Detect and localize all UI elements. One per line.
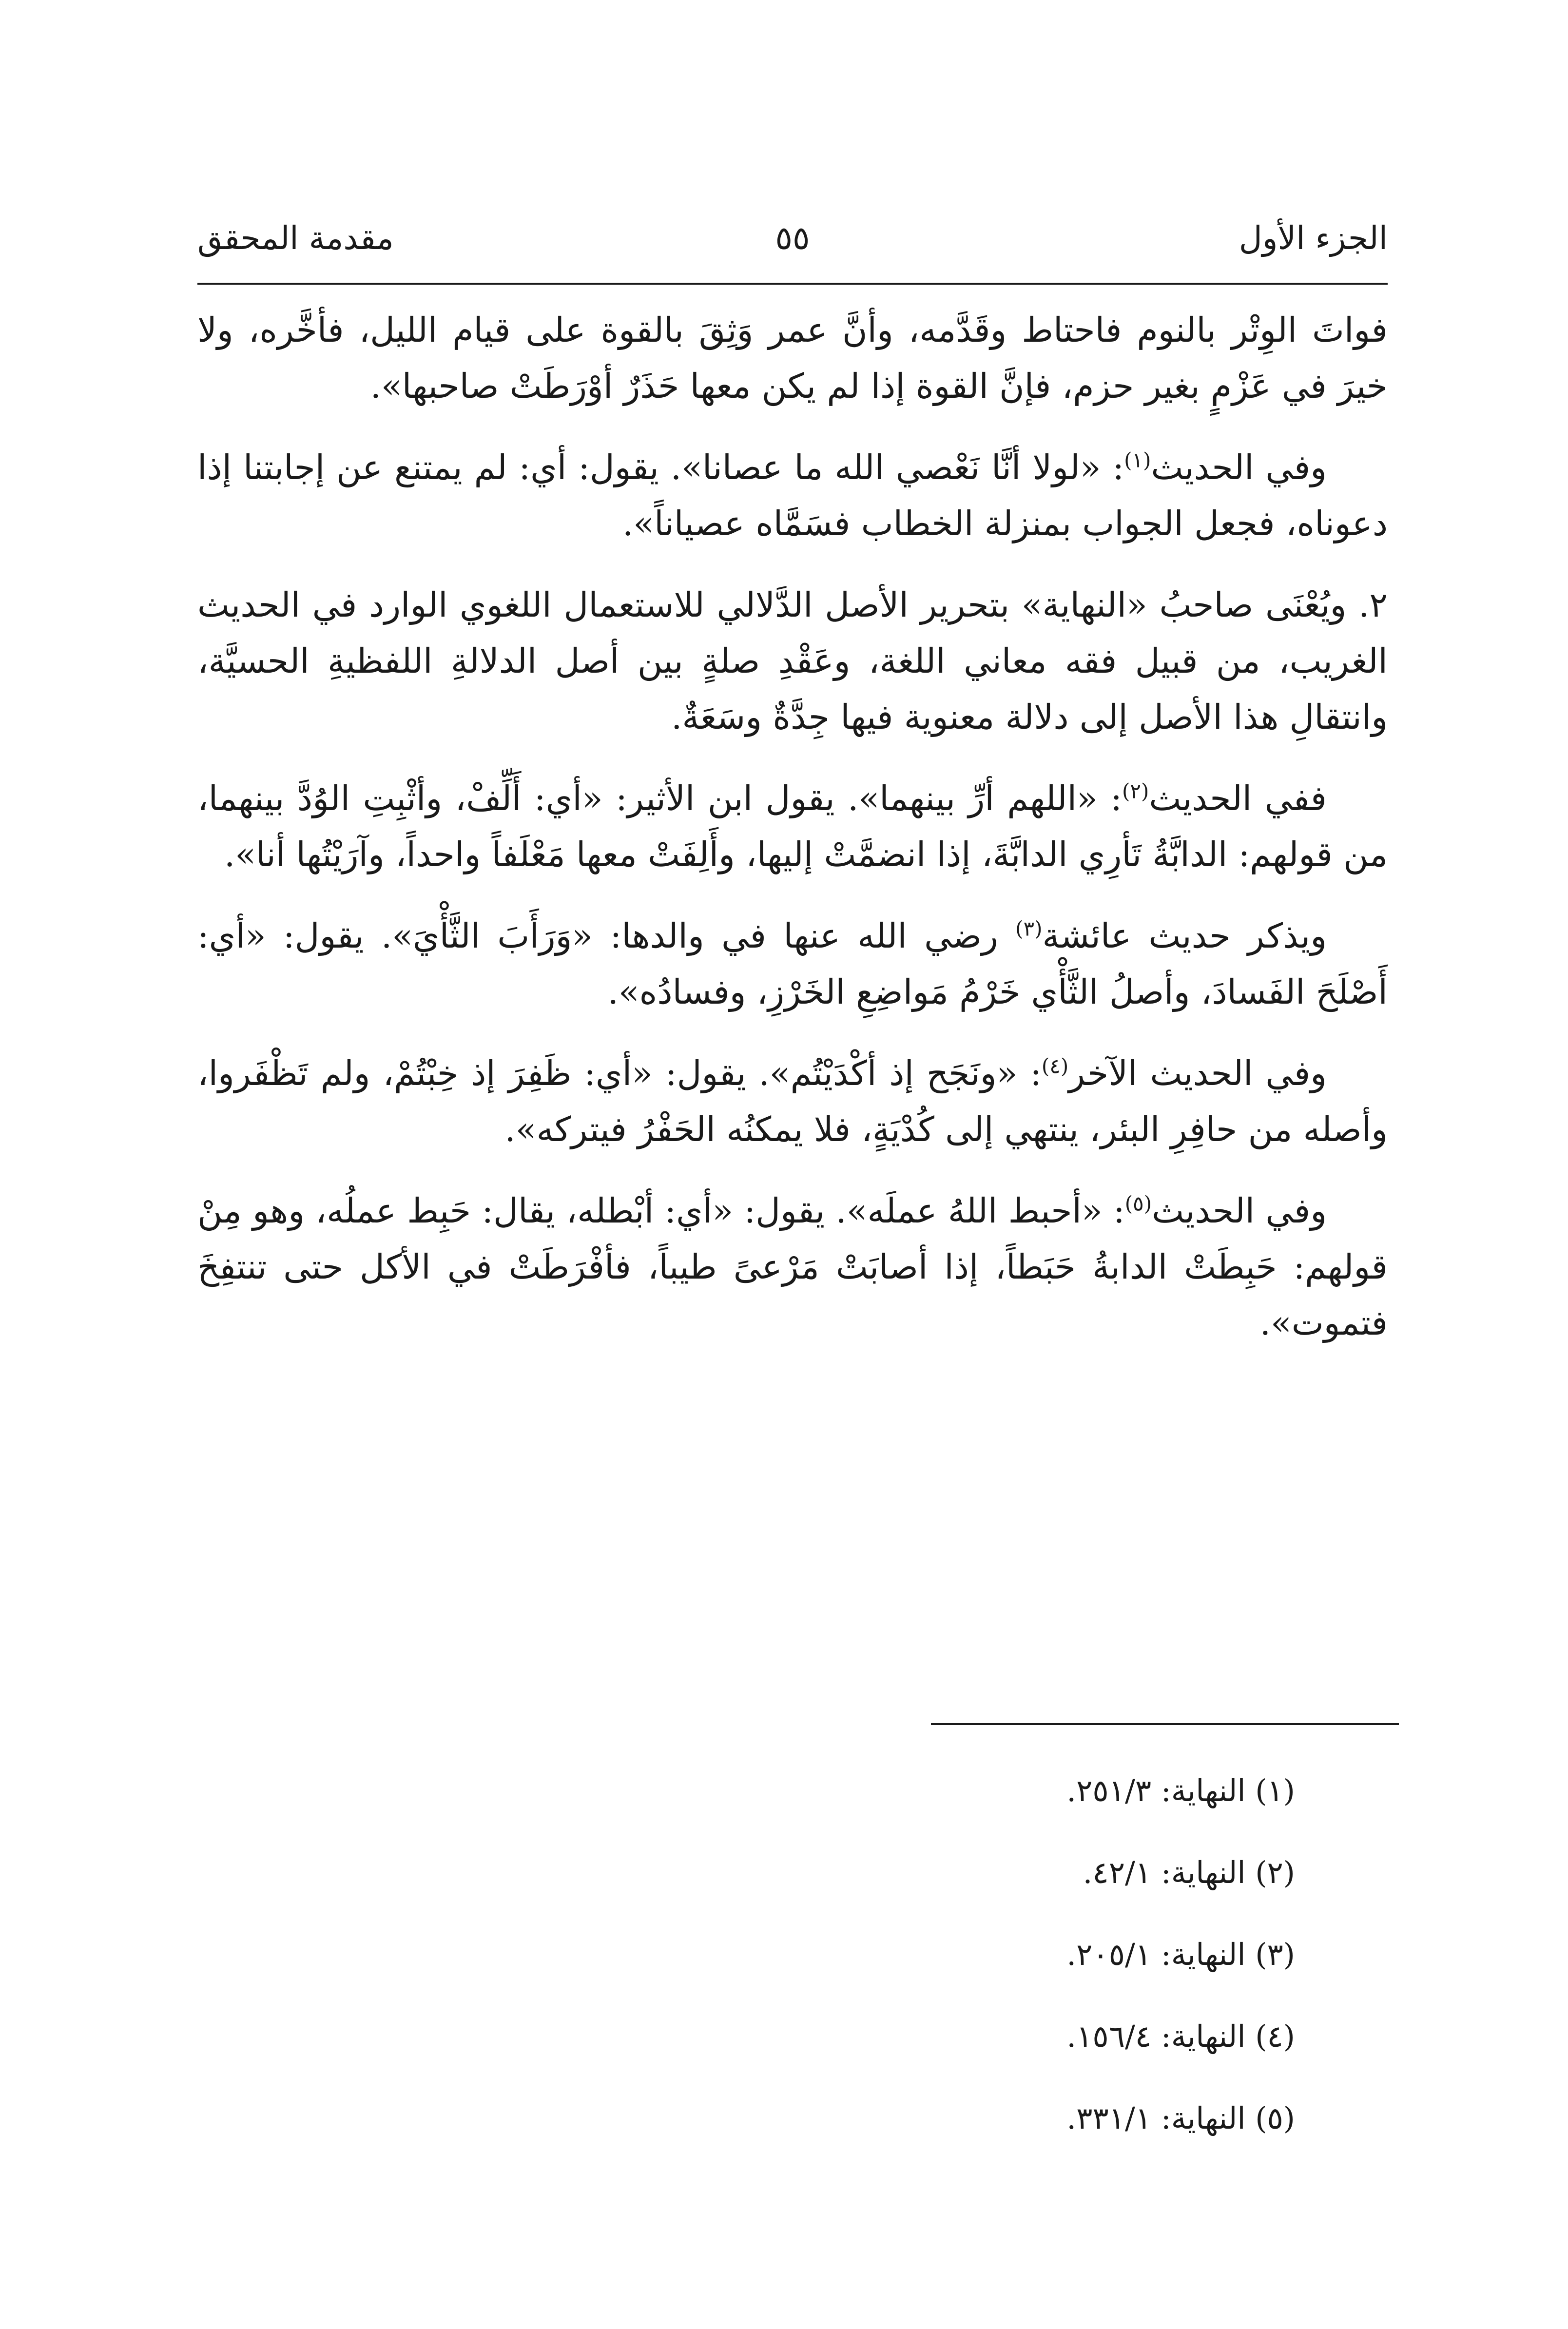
footnote-4: (٤) النهاية: ١٥٦/٤.: [1066, 2018, 1295, 2054]
footnotes: [710, 1750, 1295, 2159]
paragraph-5: ويذكر حديث عائشة$^{(٣)}$ رضي الله عنها في والدها: «وَرَأَبَ الثَّأْيَ». يقول: «أي: أَصْلَحَ الفَسادَ، وأصلُ الثَّأْي خَرْمُ مَواضِعِ الخَرْزِ، وفسادُه».: [197, 916, 1388, 1012]
paragraph-1: فواتَ الوِتْر بالنوم فاحتاط وقَدَّمه، وأنَّ عمر وَثِقَ بالقوة على قيام الليل، فأخَّره، ولا خيرَ في عَزْمٍ بغير حزم، فإنَّ القوة إذا لم يكن معها حَذَرٌ أوْرَطَتْ صاحبها».: [197, 310, 1388, 406]
footnote-ref-4: (٤): [1041, 1054, 1069, 1078]
header-divider: [197, 283, 1388, 285]
paragraph-6: وفي الحديث الآخر$^{(٤)}$: «ونَجَح إذ أكْدَيْتُم». يقول: «أي: ظَفِرَ إذ خِبْتُمْ، ولم تَظْفَروا، وأصله من حافِرِ البئر، ينتهي إلى كُدْيَةٍ، فلا يمكنُه الحَفْرُ فيتركه».: [197, 1053, 1388, 1149]
paragraph-3: ٢. ويُعْنَى صاحبُ «النهاية» بتحرير الأصل الدَّلالي للاستعمال اللغوي الوارد في الحديث الغريب، من قبيل فقه معاني اللغة، وعَقْدِ صلةٍ بين أصل الدلالةِ اللفظيةِ الحسيَّة، وانتقالِ هذا الأصل إلى دلالة معنوية فيها جِدَّةٌ وسَعَةٌ.: [197, 585, 1388, 737]
paragraph-4: ففي الحديث$^{(٢)}$: «اللهم أرِّ بينهما». يقول ابن الأثير: «أي: أَلِّفْ، وأثْبِتِ الوُدَّ بينهما، من قولهم: الدابَّةُ تَأرِي الدابَّةَ، إذا انضمَّتْ إليها، وأَلِفَتْ معها مَعْلَفاً واحداً، وآرَيْتُها أنا».: [197, 778, 1388, 874]
volume-label: الجزء الأول: [1239, 219, 1388, 257]
footnote-ref-1: (١): [1124, 448, 1151, 472]
main-text: [197, 302, 1388, 1377]
paragraph-2: وفي الحديث$^{(١)}$: «لولا أنَّا نَعْصي الله ما عصانا». يقول: أي: لم يمتنع عن إجابتنا إذا دعوناه، فجعل الجواب بمنزلة الخطاب فسَمَّاه عصياناً».: [197, 447, 1388, 543]
section-title: مقدمة المحقق: [197, 219, 394, 257]
paragraph-7: وفي الحديث$^{(٥)}$: «أحبط اللهُ عملَه». يقول: «أي: أبْطله، يقال: حَبِط عملُه، وهو مِنْ قولهم: حَبِطَتْ الدابةُ حَبَطاً، إذا أصابَتْ مَرْعىً طيباً، فأفْرَطَتْ في الأكل حتى تنتفِخَ فتموت».: [197, 1191, 1388, 1343]
footnote-ref-5: (٥): [1124, 1191, 1152, 1216]
footnote-5: (٥) النهاية: ٣٣١/١.: [1066, 2100, 1295, 2136]
footnote-2: (٢) النهاية: ٤٢/١.: [1083, 1855, 1295, 1890]
footnote-1: (١) النهاية: ٢٥١/٣.: [1066, 1773, 1295, 1808]
footnote-ref-2: (٢): [1122, 779, 1149, 803]
footnote-3: (٣) النهاية: ٢٠٥/١.: [1066, 1937, 1295, 1972]
page-number: ٥٥: [775, 219, 810, 257]
footnote-ref-3: (٣): [1015, 916, 1043, 941]
footnote-divider: [931, 1723, 1399, 1725]
running-header: [197, 205, 1388, 288]
